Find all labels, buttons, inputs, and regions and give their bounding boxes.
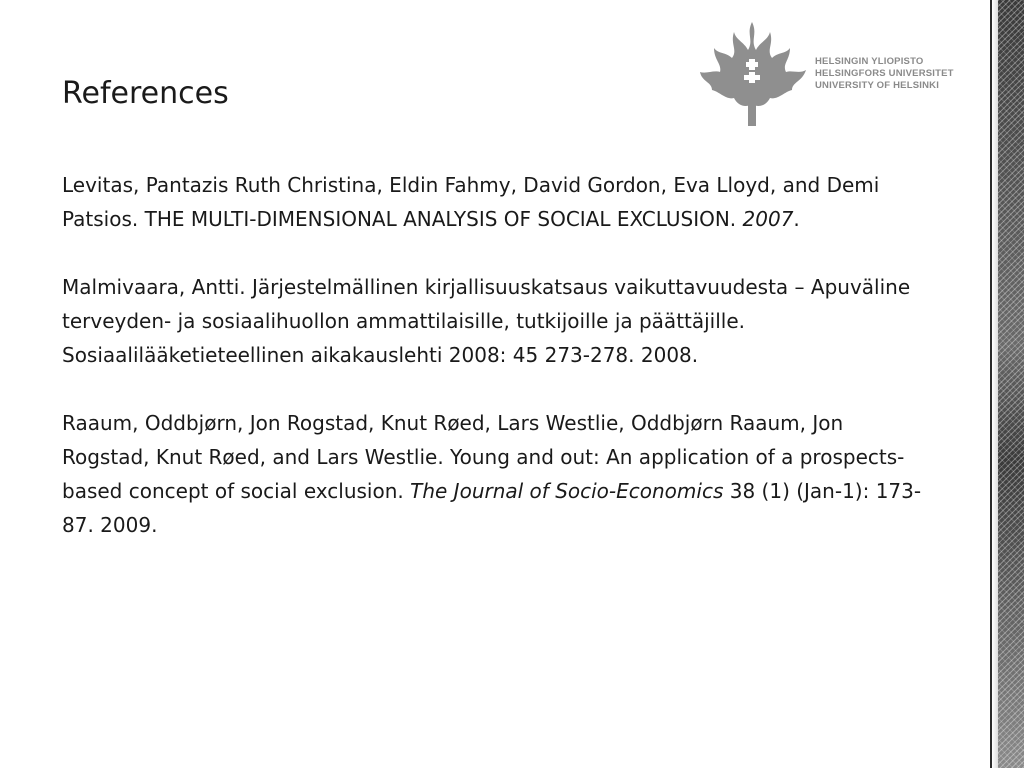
- logo-line: UNIVERSITY OF HELSINKI: [815, 80, 940, 91]
- reference-entry: [62, 270, 922, 372]
- logo-line: HELSINGIN YLIOPISTO: [815, 56, 924, 67]
- reference-text: Levitas, Pantazis Ruth Christina, Eldin Fahmy, David Gordon, Eva Lloyd, and Demi Patsios. THE MULTI-DIMENSIONAL ANALYSIS OF SOCIAL EXCLUSION.: [62, 173, 880, 231]
- reference-italic: The Journal of Socio-Economics: [410, 479, 724, 503]
- reference-text: Raaum, Oddbjørn, Jon Rogstad, Knut Røed, Lars Westlie, Oddbjørn Raaum, Jon Rogstad, Knut Røed, and Lars Westlie. Young and out: An application of a prospects-based concept of social exclusion.: [62, 411, 905, 503]
- reference-entry: [62, 406, 922, 542]
- slide-title: References: [62, 76, 229, 111]
- university-logo: [700, 20, 960, 130]
- logo-wordmark: [815, 56, 954, 92]
- decorative-border: [990, 0, 1024, 768]
- reference-list: [62, 168, 922, 576]
- reference-tail: .: [793, 207, 800, 231]
- flame-emblem-icon: [700, 20, 810, 128]
- reference-entry: [62, 168, 922, 236]
- border-hatch-pattern: [998, 0, 1024, 768]
- logo-line: HELSINGFORS UNIVERSITET: [815, 68, 954, 79]
- reference-tail: 38 (1) (Jan-1): 173-87. 2009.: [62, 479, 922, 537]
- reference-text: Malmivaara, Antti. Järjestelmällinen kirjallisuuskatsaus vaikuttavuudesta – Apuväline terveyden- ja sosiaalihuollon ammattilaisille, tutkijoille ja päättäjille. Sosiaalilääketieteellinen aikakauslehti 2008: 45 273-278. 2008.: [62, 275, 911, 367]
- reference-italic: 2007: [742, 207, 794, 231]
